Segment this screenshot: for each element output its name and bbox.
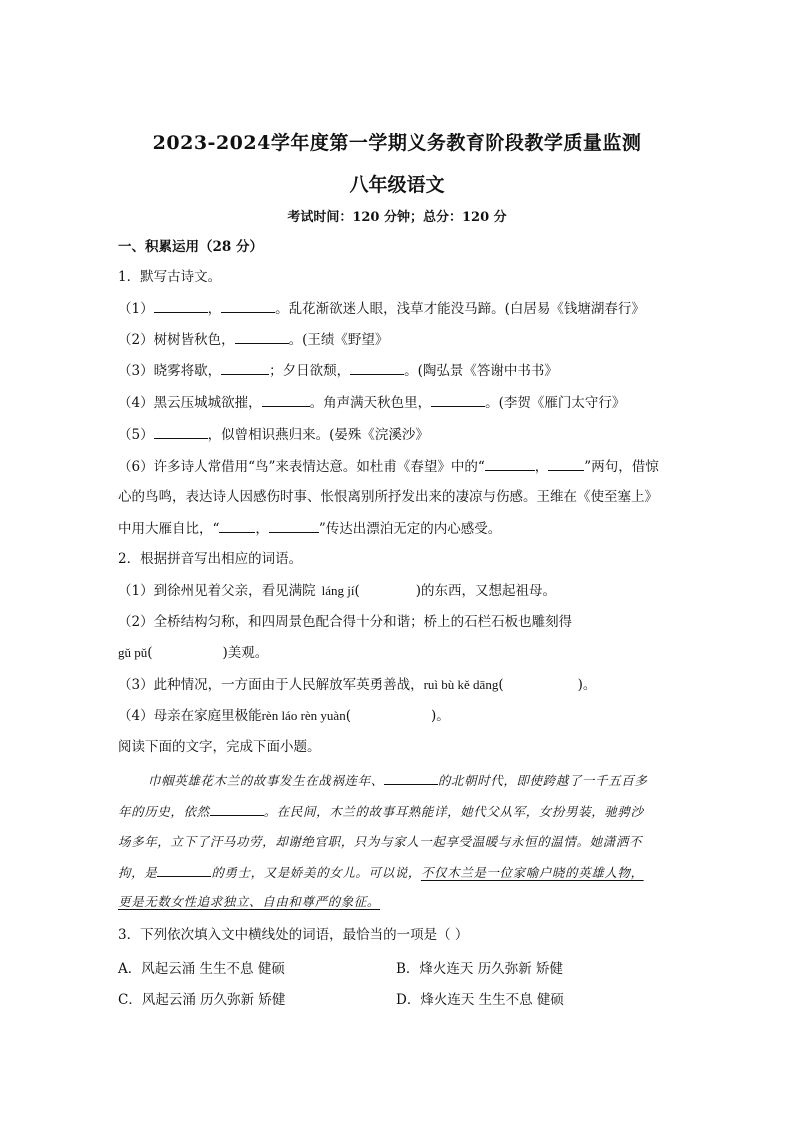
q1-l6-a: （6）许多诗人常借用“鸟”来表情达意。如杜甫《春望》中的“ [118, 459, 485, 475]
q1-line-5 [118, 424, 429, 445]
q3-option-b[interactable]: B．烽火连天 历久弥新 矫健 [396, 961, 564, 977]
exam-title: 2023-2024学年度第一学期义务教育阶段教学质量监测 [152, 132, 642, 154]
blank[interactable] [431, 392, 485, 407]
q1-l2-b: 。(王绩《野望》 [288, 332, 389, 348]
blank[interactable] [219, 518, 255, 533]
passage-p1-a: 巾帼英雄花木兰的故事发生在战祸连年、 [148, 773, 384, 788]
q1-l6-c: ”两句，借惊 [584, 459, 659, 475]
q1-l1-c: 。乱花渐欲迷人眼，浅草才能没马蹄。(白居易《钱塘湖春行》 [275, 301, 645, 317]
blank[interactable] [235, 329, 289, 344]
blank[interactable] [221, 298, 275, 313]
q1-l4-c: 。(李贺《雁门太守行》 [485, 395, 626, 411]
passage-p2-b: 。在民间，木兰的故事耳熟能详，她代父从军，女扮男装，驰骋沙 [263, 804, 644, 819]
blank[interactable] [157, 862, 211, 877]
q2-line-2: （2）全桥结构匀称，和四周景色配合得十分和谐；桥上的石栏石板也雕刻得 [118, 614, 573, 630]
underlined-sentence: 更是无数女性追求独立、自由和尊严的象征。 [118, 894, 381, 909]
passage-line-1 [148, 770, 647, 791]
q1-line-8 [118, 518, 501, 539]
exam-info: 考试时间：120 分钟；总分：120 分 [287, 210, 507, 225]
q2-l4-a: （3）此种情况，一方面由于人民解放军英勇善战， [118, 677, 424, 693]
passage-p1-b: 的北朝时代，即使跨越了一千五百多 [437, 773, 648, 788]
q1-l3-a: （3）晓雾将歇， [118, 363, 222, 379]
pinyin: ruì bù kě dāng [423, 677, 499, 692]
passage-line-3: 场多年，立下了汗马功劳，却谢绝官职，只为与家人一起享受温暖与永恒的温情。她潇洒不 [118, 834, 643, 849]
q1-line-7: 心的鸟鸣，表达诗人因感伤时事、怅恨离别所抒发出来的凄凉与伤感。王维在《使至塞上》 [118, 489, 658, 505]
q2-l1-a: （1）到徐州见着父亲，看见满院 [118, 583, 316, 599]
blank[interactable] [485, 456, 535, 471]
q2-l3-b: )美观。 [222, 645, 269, 661]
q1-stem: 1．默写古诗文。 [118, 269, 222, 285]
q1-l8-b: ， [255, 521, 269, 537]
blank[interactable] [262, 392, 310, 407]
passage-line-2 [118, 801, 644, 822]
q2-line-1 [118, 581, 556, 601]
q1-l6-b: ， [534, 459, 549, 475]
pinyin: gǔ pǔ [118, 645, 148, 660]
underlined-sentence: 不仅木兰是一位家喻户晓的英雄人物， [420, 865, 644, 880]
q3-option-d[interactable]: D．烽火连天 生生不息 健硕 [396, 992, 564, 1008]
q2-line-4 [118, 675, 596, 695]
blank[interactable] [269, 518, 319, 533]
q1-l1-b: ， [207, 301, 222, 317]
q2-l4-b: ( [498, 677, 504, 693]
q2-l3-a: ( [147, 645, 153, 661]
reading-intro: 阅读下面的文字，完成下面小题。 [118, 739, 321, 755]
q3-option-c[interactable]: C．风起云涌 历久弥新 矫健 [118, 992, 286, 1008]
q1-l8-c: ”传达出漂泊无定的内心感受。 [318, 521, 502, 537]
q1-line-1 [118, 298, 645, 319]
q2-line-5 [118, 706, 450, 726]
blank[interactable] [210, 801, 264, 816]
q2-l5-c: )。 [430, 708, 450, 724]
pinyin: láng jí [321, 583, 355, 598]
q2-line-3 [118, 643, 268, 663]
q2-l1-b: ( [354, 583, 360, 599]
q2-l1-c: )的东西，又想起祖母。 [415, 583, 557, 599]
blank[interactable] [384, 770, 438, 785]
q3-stem: 3．下列依次填入文中横线处的词语，最恰当的一项是（ ） [118, 927, 469, 943]
passage-p4-b: 的勇士，又是娇美的女儿。可以说， [211, 865, 421, 880]
q1-line-2 [118, 329, 388, 350]
blank[interactable] [221, 360, 269, 375]
passage-p4-a: 拘，是 [118, 865, 158, 880]
q2-stem: 2．根据拼音写出相应的词语。 [118, 551, 303, 567]
q2-l5-a: （4）母亲在家庭里极能 [118, 708, 262, 724]
q1-line-6 [118, 456, 659, 477]
q3-option-a[interactable]: A．风起云涌 生生不息 健硕 [118, 961, 285, 977]
q1-l3-b: ；夕日欲颓， [269, 363, 351, 379]
q1-l4-b: 。角声满天秋色里， [309, 395, 432, 411]
passage-p2-a: 年的历史，依然 [118, 804, 210, 819]
q1-l5-b: ，似曾相识燕归来。(晏殊《浣溪沙》 [207, 427, 429, 443]
section-heading: 一、积累运用（28 分） [118, 239, 263, 255]
q1-l8-a: 中用大雁自比，“ [118, 521, 220, 537]
q1-l3-c: 。(陶弘景《答谢中书书》 [404, 363, 558, 379]
blank[interactable] [350, 360, 404, 375]
q1-line-4 [118, 392, 625, 413]
q2-l4-c: )。 [577, 677, 597, 693]
q1-l1-a: （1） [118, 301, 154, 317]
pinyin: rèn láo rèn yuàn [261, 708, 346, 723]
passage-line-5 [118, 892, 380, 912]
blank[interactable] [548, 456, 584, 471]
q1-line-3 [118, 360, 558, 381]
q1-l4-a: （4）黑云压城城欲摧， [118, 395, 262, 411]
q1-l2-a: （2）树树皆秋色， [118, 332, 235, 348]
blank[interactable] [154, 424, 208, 439]
q1-l5-a: （5） [118, 427, 154, 443]
blank[interactable] [154, 298, 208, 313]
q2-l5-b: ( [345, 708, 351, 724]
passage-line-4 [118, 862, 644, 883]
exam-subtitle: 八年级语文 [349, 174, 445, 196]
